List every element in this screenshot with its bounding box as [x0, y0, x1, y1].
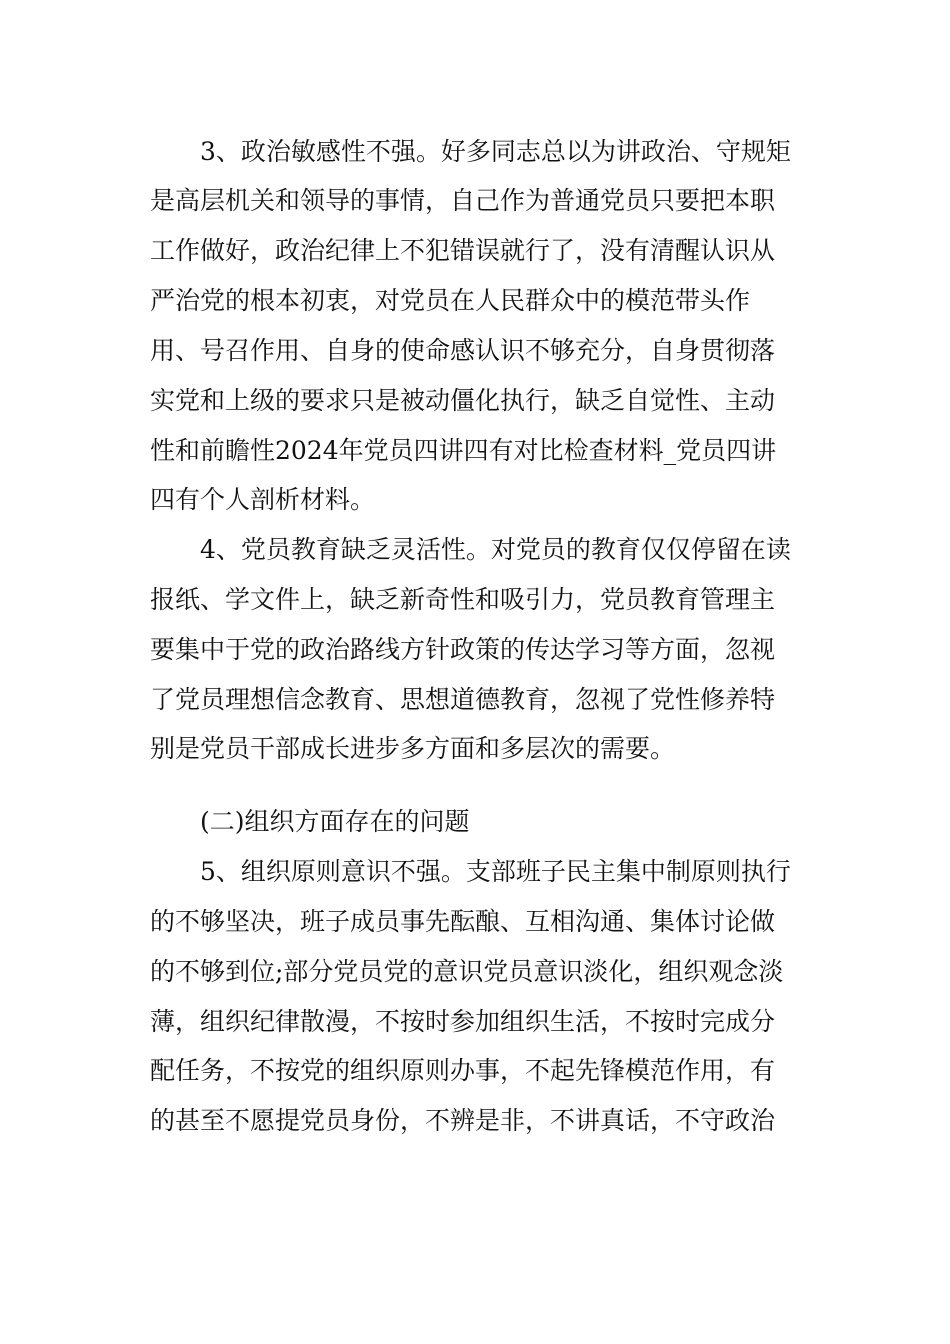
paragraph-5-line-2: 的不够坚决，班子成员事先酝酿、互相沟通、集体讨论做	[150, 907, 776, 936]
paragraph-5-line-5: 配任务，不按党的组织原则办事，不起先锋模范作用，有	[150, 1056, 776, 1085]
paragraph-3-line-8: 四有个人剖析材料。	[150, 485, 376, 514]
paragraph-3-line-1: 3、政治敏感性不强。好多同志总以为讲政治、守规矩	[200, 137, 791, 166]
paragraph-4-line-4: 了党员理想信念教育、思想道德教育，忽视了党性修养特	[150, 685, 776, 714]
paragraph-4-line-5: 别是党员干部成长进步多方面和多层次的需要。	[150, 734, 676, 763]
paragraph-3-line-5: 用、号召作用、自身的使命感认识不够充分，自身贯彻落	[150, 336, 776, 365]
paragraph-3-line-3: 工作做好，政治纪律上不犯错误就行了，没有清醒认识从	[150, 236, 776, 265]
paragraph-5-line-6: 的甚至不愿提党员身份，不辨是非，不讲真话，不守政治	[150, 1106, 776, 1135]
paragraph-5-line-1: 5、组织原则意识不强。支部班子民主集中制原则执行	[200, 857, 791, 886]
section-heading: (二)组织方面存在的问题	[200, 807, 470, 836]
paragraph-3-line-2: 是高层机关和领导的事情，自己作为普通党员只要把本职	[150, 186, 776, 215]
paragraph-5-line-4: 薄，组织纪律散漫，不按时参加组织生活，不按时完成分	[150, 1007, 776, 1036]
paragraph-4-line-1: 4、党员教育缺乏灵活性。对党员的教育仅仅停留在读	[200, 535, 791, 564]
paragraph-5-line-3: 的不够到位;部分党员党的意识党员意识淡化，组织观念淡	[150, 957, 784, 986]
paragraph-3-line-7: 性和前瞻性2024年党员四讲四有对比检查材料_党员四讲	[150, 436, 777, 465]
paragraph-4-line-2: 报纸、学文件上，缺乏新奇性和吸引力，党员教育管理主	[150, 585, 776, 614]
paragraph-4-line-3: 要集中于党的政治路线方针政策的传达学习等方面，忽视	[150, 635, 776, 664]
paragraph-3-line-6: 实党和上级的要求只是被动僵化执行，缺乏自觉性、主动	[150, 386, 776, 415]
paragraph-3-line-4: 严治党的根本初衷，对党员在人民群众中的模范带头作	[150, 286, 751, 315]
